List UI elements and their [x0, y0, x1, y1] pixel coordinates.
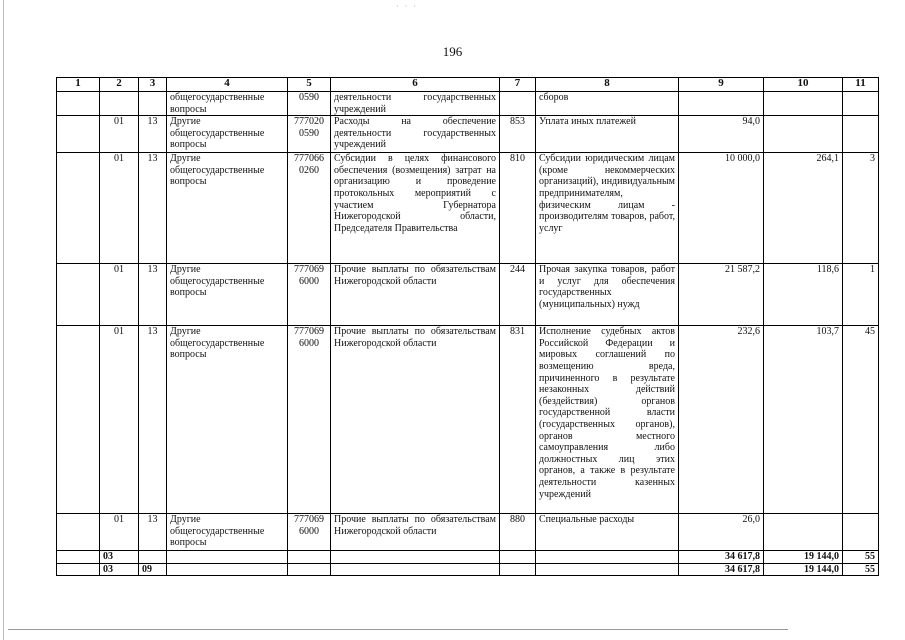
- cell-empty: [500, 563, 536, 576]
- cell-expense-name: Прочая закупка товаров, работ и услуг для обеспечения государственных (муниципальных) нужд: [536, 264, 679, 326]
- cell-section: 01: [100, 326, 139, 514]
- cell-amount-fact: [764, 116, 843, 153]
- cell-expense-name: сборов: [536, 92, 679, 116]
- total-percent: 55: [843, 563, 879, 576]
- page-number: 196: [442, 44, 463, 59]
- cell-percent: [843, 92, 879, 116]
- cell-expense-type: [500, 92, 536, 116]
- total-row: [57, 551, 879, 564]
- cell-amount-plan: 94,0: [679, 116, 764, 153]
- cell-expense-name: Исполнение судебных актов Российской Федерации и мировых соглашений по возмещению вреда, причиненного в результате незаконных действий (бездействия) органов государственной власти (государственных органов), органов местного самоуправления либо должностных лиц этих органов, а также в результате деятельности казенных учреждений: [536, 326, 679, 514]
- cell-name: Другие общегосударственные вопросы: [167, 264, 288, 326]
- cell-expense-type: 810: [500, 153, 536, 264]
- cell-section: [100, 92, 139, 116]
- cell-amount-plan: 26,0: [679, 514, 764, 551]
- cell-empty: [288, 563, 331, 576]
- cell-amount-fact: [764, 514, 843, 551]
- header-cell: 8: [536, 78, 679, 92]
- table-row: [57, 153, 879, 264]
- cell-empty: [500, 551, 536, 564]
- cell-col1: [57, 326, 100, 514]
- total-section: 03: [100, 563, 139, 576]
- header-cell: 4: [167, 78, 288, 92]
- cell-expense-type: 831: [500, 326, 536, 514]
- cell-empty: [331, 551, 500, 564]
- cell-section: 01: [100, 116, 139, 153]
- cell-amount-plan: 10 000,0: [679, 153, 764, 264]
- header-cell: 11: [843, 78, 879, 92]
- cell-percent: 45: [843, 326, 879, 514]
- cell-expense-type: 880: [500, 514, 536, 551]
- total-amount-fact: 19 144,0: [764, 563, 843, 576]
- header-row: [57, 78, 879, 92]
- cell-col1: [57, 264, 100, 326]
- cell-amount-fact: 103,7: [764, 326, 843, 514]
- total-percent: 55: [843, 551, 879, 564]
- cell-expense-name: Субсидии юридическим лицам (кроме некоммерческих организаций), индивидуальным предпринимателям, физическим лицам - производителям товаров, работ, услуг: [536, 153, 679, 264]
- cell-target-name: деятельности государственных учреждений: [331, 92, 500, 116]
- cell-name: Другие общегосударственные вопросы: [167, 326, 288, 514]
- total-amount-plan: 34 617,8: [679, 563, 764, 576]
- cell-subsection: 13: [139, 153, 167, 264]
- header-cell: 10: [764, 78, 843, 92]
- scan-edge: [3, 0, 4, 640]
- cell-percent: 3: [843, 153, 879, 264]
- cell-col1: [57, 551, 100, 564]
- cell-section: 01: [100, 264, 139, 326]
- cell-section: 01: [100, 153, 139, 264]
- cell-amount-plan: 232,6: [679, 326, 764, 514]
- cell-subsection: [139, 92, 167, 116]
- cell-target-name: Прочие выплаты по обязательствам Нижегородской области: [331, 264, 500, 326]
- cell-empty: [331, 563, 500, 576]
- cell-expense-name: Уплата иных платежей: [536, 116, 679, 153]
- cell-name: Другие общегосударственные вопросы: [167, 153, 288, 264]
- header-cell: 9: [679, 78, 764, 92]
- bottom-scan-line: [8, 629, 788, 630]
- cell-expense-type: 853: [500, 116, 536, 153]
- cell-target-name: Расходы на обеспечение деятельности государственных учреждений: [331, 116, 500, 153]
- header-cell: 3: [139, 78, 167, 92]
- header-cell: 7: [500, 78, 536, 92]
- total-row: [57, 563, 879, 576]
- cell-empty: [167, 563, 288, 576]
- cell-col1: [57, 116, 100, 153]
- cell-percent: [843, 116, 879, 153]
- cell-col1: [57, 514, 100, 551]
- cell-target-code: 777069 6000: [288, 264, 331, 326]
- cell-col1: [57, 92, 100, 116]
- cell-percent: 1: [843, 264, 879, 326]
- header-cell: 1: [57, 78, 100, 92]
- cell-subsection: 13: [139, 264, 167, 326]
- scan-mark: · · ·: [396, 2, 418, 11]
- header-cell: 2: [100, 78, 139, 92]
- cell-expense-type: 244: [500, 264, 536, 326]
- total-subsection: [139, 551, 167, 564]
- cell-empty: [536, 563, 679, 576]
- table-row: [57, 92, 879, 116]
- cell-subsection: 13: [139, 514, 167, 551]
- cell-col1: [57, 563, 100, 576]
- cell-target-code: 777069 6000: [288, 326, 331, 514]
- cell-amount-plan: 21 587,2: [679, 264, 764, 326]
- cell-subsection: 13: [139, 326, 167, 514]
- table-row: [57, 264, 879, 326]
- cell-target-code: 0590: [288, 92, 331, 116]
- cell-target-name: Прочие выплаты по обязательствам Нижегородской области: [331, 514, 500, 551]
- cell-amount-fact: 264,1: [764, 153, 843, 264]
- cell-name: Другие общегосударственные вопросы: [167, 116, 288, 153]
- budget-table: [56, 77, 879, 576]
- total-subsection: 09: [139, 563, 167, 576]
- cell-empty: [536, 551, 679, 564]
- cell-amount-fact: [764, 92, 843, 116]
- cell-col1: [57, 153, 100, 264]
- cell-percent: [843, 514, 879, 551]
- cell-name: общегосударственные вопросы: [167, 92, 288, 116]
- total-section: 03: [100, 551, 139, 564]
- cell-target-code: 777069 6000: [288, 514, 331, 551]
- total-amount-fact: 19 144,0: [764, 551, 843, 564]
- cell-section: 01: [100, 514, 139, 551]
- header-cell: 5: [288, 78, 331, 92]
- cell-empty: [167, 551, 288, 564]
- cell-amount-plan: [679, 92, 764, 116]
- cell-name: Другие общегосударственные вопросы: [167, 514, 288, 551]
- cell-amount-fact: 118,6: [764, 264, 843, 326]
- cell-expense-name: Специальные расходы: [536, 514, 679, 551]
- cell-empty: [288, 551, 331, 564]
- cell-subsection: 13: [139, 116, 167, 153]
- cell-target-code: 777020 0590: [288, 116, 331, 153]
- cell-target-name: Субсидии в целях финансового обеспечения (возмещения) затрат на организацию и проведение протокольных мероприятий с участием Губернатора Нижегородской области, Председателя Правительства: [331, 153, 500, 264]
- table-row: [57, 514, 879, 551]
- table-row: [57, 116, 879, 153]
- total-amount-plan: 34 617,8: [679, 551, 764, 564]
- table-row: [57, 326, 879, 514]
- cell-target-name: Прочие выплаты по обязательствам Нижегородской области: [331, 326, 500, 514]
- header-cell: 6: [331, 78, 500, 92]
- cell-target-code: 777066 0260: [288, 153, 331, 264]
